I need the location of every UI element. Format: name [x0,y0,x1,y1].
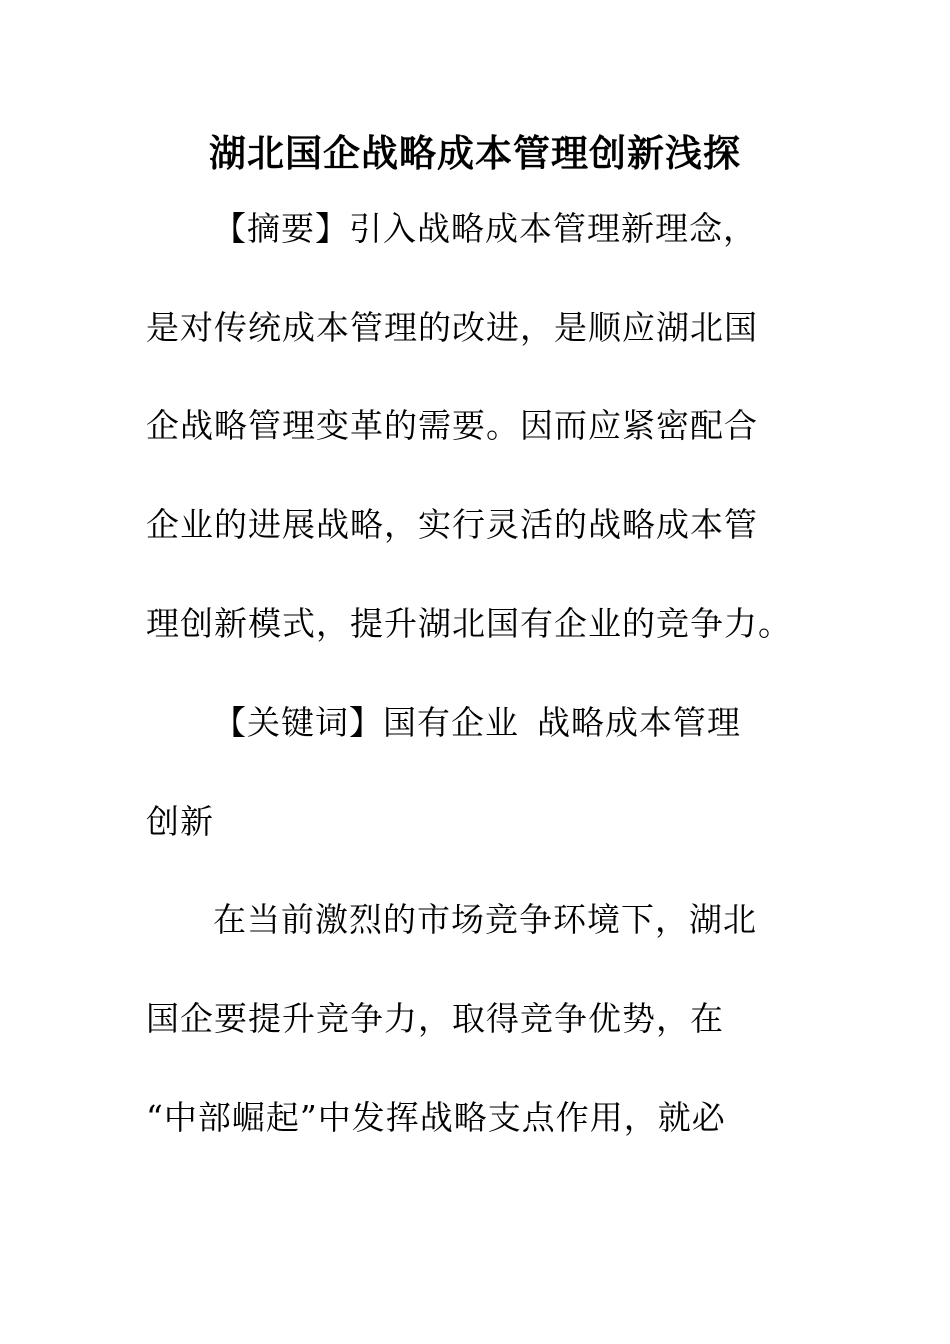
body-paragraph-line-2: 国企要提升竞争力，取得竞争优势，在 [146,999,724,1038]
keywords-line [213,701,741,745]
document-title: 湖北国企战略成本管理创新浅探 [209,131,741,175]
keywords-label: 【关键词】国有企业 [213,703,519,742]
abstract-line-4: 企业的进展战略，实行灵活的战略成本管 [146,505,758,544]
body-paragraph-line-3: “中部崛起”中发挥战略支点作用，就必 [146,1098,726,1137]
keywords-line-2: 创新 [146,802,214,841]
abstract-line-3: 企战略管理变革的需要。因而应紧密配合 [146,406,758,445]
keywords-value: 战略成本管理 [537,703,741,742]
abstract-line-1: 【摘要】引入战略成本管理新理念， [213,209,757,248]
body-paragraph-line-1: 在当前激烈的市场竞争环境下，湖北 [213,900,757,939]
abstract-line-2: 是对传统成本管理的改进，是顺应湖北国 [146,308,758,347]
abstract-line-5: 理创新模式，提升湖北国有企业的竞争力。 [146,604,792,643]
